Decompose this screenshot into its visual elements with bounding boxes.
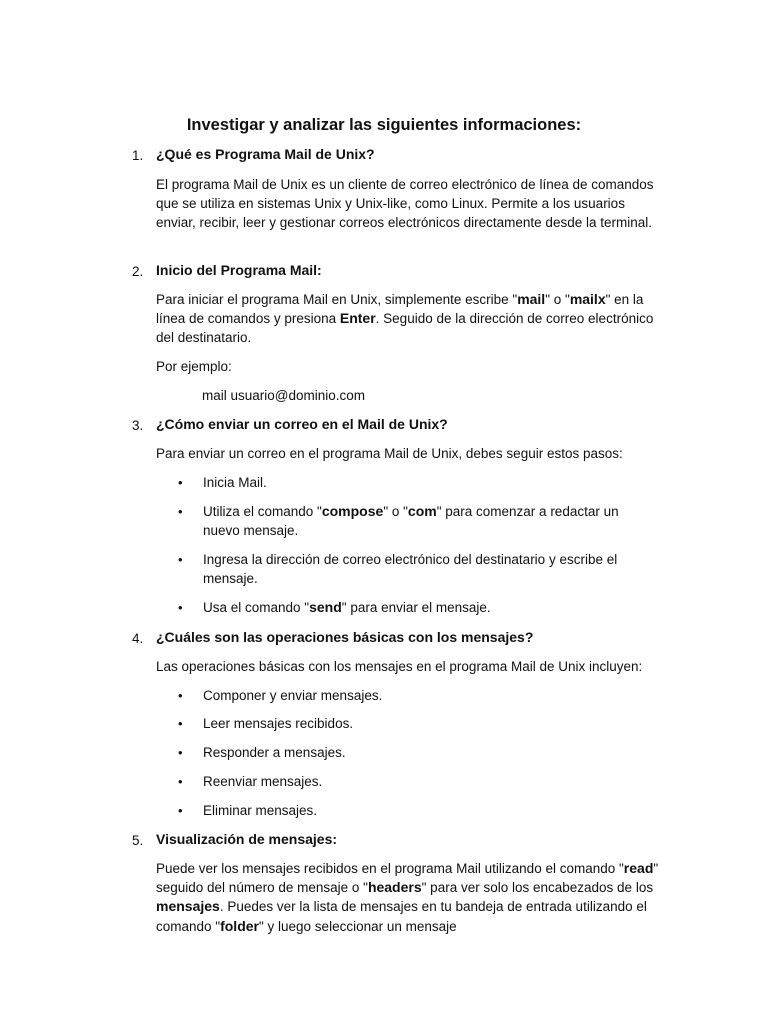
section-2-paragraph: Para iniciar el programa Mail en Unix, simplemente escribe "mail" o "mailx" en la línea de comandos y presiona Enter. Seguido de la dirección de correo electrónico del destinatario. <box>156 291 654 346</box>
section-5-number: 5. <box>132 833 144 848</box>
step-1: Inicia Mail. <box>203 475 267 490</box>
bullet-icon: • <box>178 475 183 490</box>
section-4-number: 4. <box>132 631 144 646</box>
operation-item: Componer y enviar mensajes. <box>203 688 383 703</box>
command-com: com <box>407 503 437 519</box>
operation-item: Leer mensajes recibidos. <box>203 716 354 731</box>
section-1-number: 1. <box>132 148 144 163</box>
bullet-icon: • <box>178 774 183 789</box>
bullet-icon: • <box>178 745 183 760</box>
section-4-intro: Las operaciones básicas con los mensajes en el programa Mail de Unix incluyen: <box>156 659 643 674</box>
command-folder: folder <box>220 917 259 934</box>
step-3: Ingresa la dirección de correo electrónico del destinatario y escribe el mensaje. <box>203 552 618 587</box>
command-send: send <box>309 599 342 615</box>
bullet-icon: • <box>178 552 183 567</box>
section-3-number: 3. <box>132 418 144 433</box>
bullet-icon: • <box>178 688 183 703</box>
example-label: Por ejemplo: <box>156 359 232 374</box>
command-read: read <box>623 860 654 876</box>
command-compose: compose <box>321 503 384 519</box>
bullet-icon: • <box>178 504 183 519</box>
section-2-heading: Inicio del Programa Mail: <box>156 262 322 278</box>
word-mensajes: mensajes <box>156 898 220 915</box>
command-mail: mail <box>517 291 546 307</box>
section-1-heading: ¿Qué es Programa Mail de Unix? <box>156 146 375 162</box>
section-5-heading: Visualización de mensajes: <box>156 831 338 847</box>
step-2: Utiliza el comando "compose" o "com" para comenzar a redactar un nuevo mensaje. <box>203 503 619 539</box>
command-mailx: mailx <box>569 291 606 307</box>
section-3-intro: Para enviar un correo en el programa Mail de Unix, debes seguir estos pasos: <box>156 446 623 461</box>
bullet-icon: • <box>178 716 183 731</box>
bullet-icon: • <box>178 803 183 818</box>
section-3-heading: ¿Cómo enviar un correo en el Mail de Unix? <box>156 416 448 432</box>
section-1-paragraph: El programa Mail de Unix es un cliente de correo electrónico de línea de comandos que se utiliza en sistemas Unix y Unix-like, como Linux. Permite a los usuarios enviar, recibir, leer y gestionar correos electrónicos directamente desde la terminal. <box>156 177 654 231</box>
section-4-heading: ¿Cuáles son las operaciones básicas con los mensajes? <box>156 629 534 645</box>
section-5-paragraph: Puede ver los mensajes recibidos en el programa Mail utilizando el comando "read" seguido del número de mensaje o "headers" para ver solo los encabezados de los mensajes. Puedes ver la lista de mensajes en tu bandeja de entrada utilizando el comando "folder" y luego seleccionar un mensaje <box>156 860 659 934</box>
operation-item: Responder a mensajes. <box>203 745 346 760</box>
section-2-number: 2. <box>132 264 144 279</box>
command-headers: headers <box>367 879 422 896</box>
operation-item: Reenviar mensajes. <box>203 774 323 789</box>
step-4: Usa el comando "send" para enviar el mensaje. <box>203 599 491 615</box>
key-enter: Enter <box>339 310 376 327</box>
bullet-icon: • <box>178 600 183 615</box>
operation-item: Eliminar mensajes. <box>203 803 318 818</box>
page-title: Investigar y analizar las siguientes informaciones: <box>186 116 582 134</box>
example-command: mail usuario@dominio.com <box>202 388 366 403</box>
